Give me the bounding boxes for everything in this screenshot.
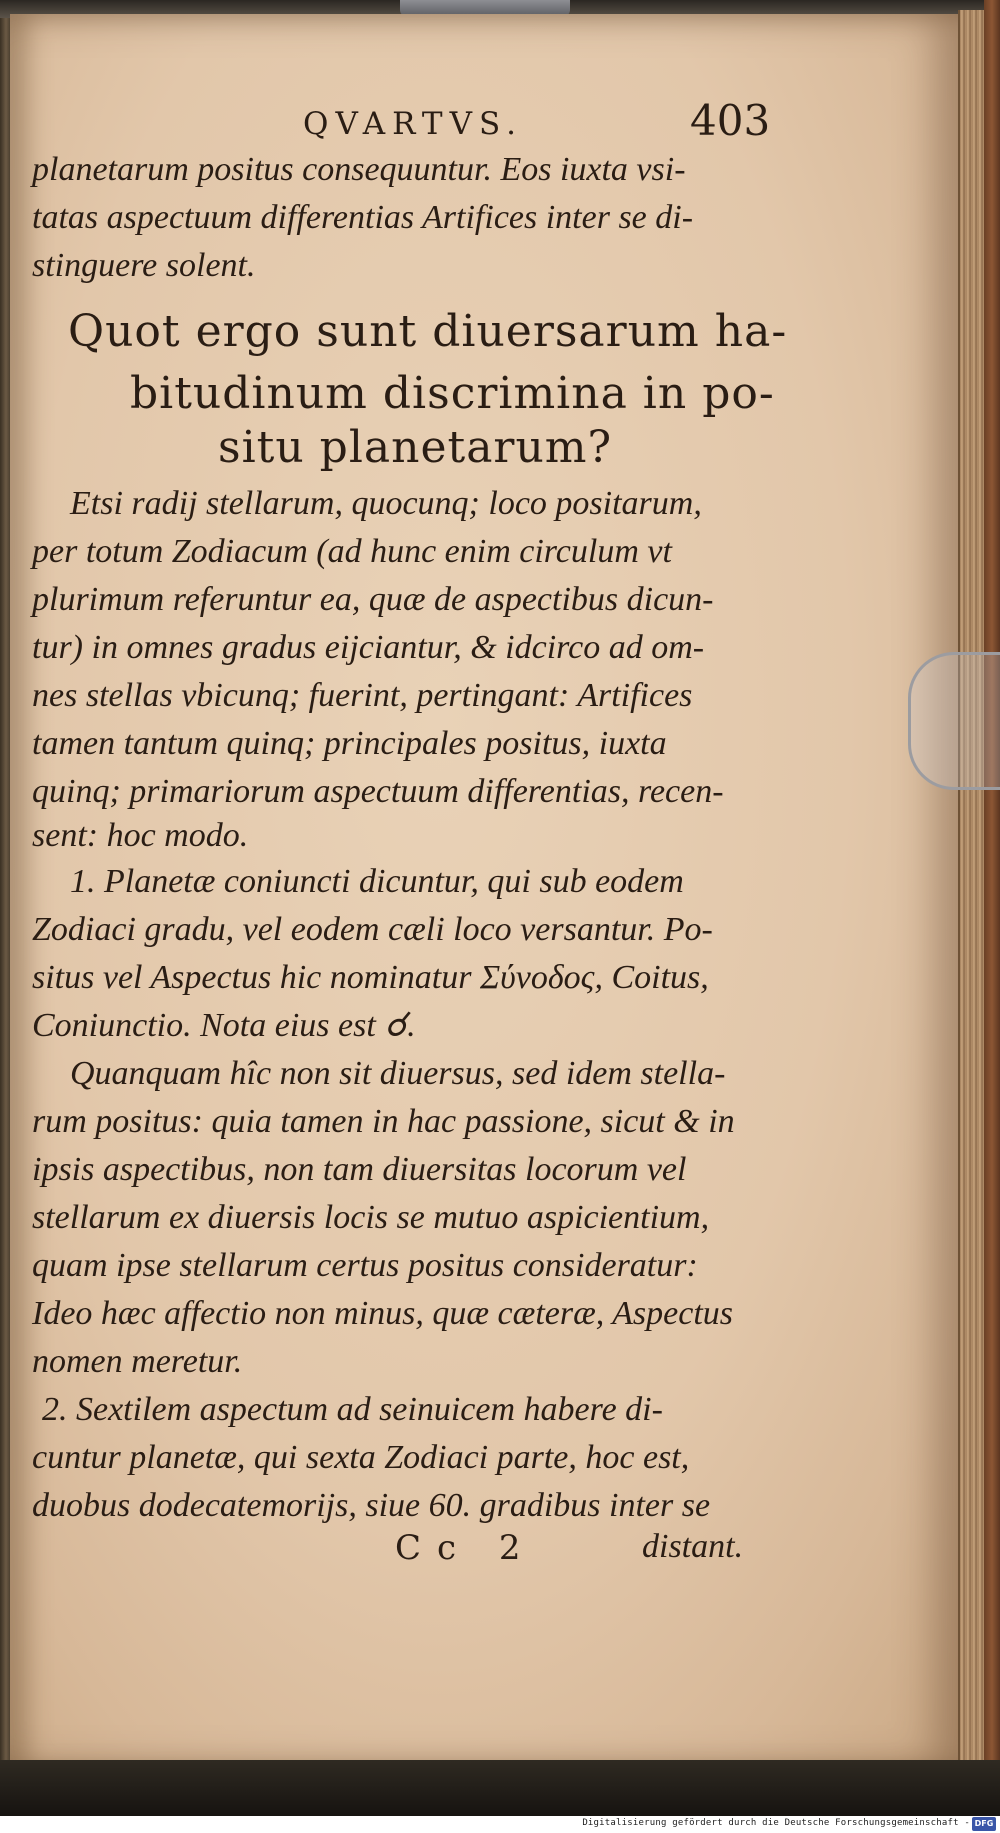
text-line: situs vel Aspectus hic nominatur Σύνοδος, Coitus, (32, 959, 709, 996)
running-head: QVARTVS. (303, 106, 523, 142)
text-line: planetarum positus consequuntur. Eos iuxta vsi- (32, 151, 686, 188)
bottom-scan-border (0, 1760, 1000, 1816)
text-line: quinq; primariorum aspectuum differentias, recen- (32, 773, 724, 810)
text-line: 2. Sextilem aspectum ad seinuicem habere di- (42, 1391, 663, 1428)
text-line: Coniunctio. Nota eius est ☌. (32, 1007, 416, 1044)
text-line: Zodiaci gradu, vel eodem cæli loco versantur. Po- (32, 911, 713, 948)
text-line: per totum Zodiacum (ad hunc enim circulum vt (32, 533, 672, 570)
side-clamp (908, 652, 1000, 790)
text-line: Quanquam hîc non sit diuersus, sed idem stella- (70, 1055, 726, 1092)
text-line: ipsis aspectibus, non tam diuersitas locorum vel (32, 1151, 687, 1188)
text-line: 1. Planetæ coniuncti dicuntur, qui sub eodem (70, 863, 684, 900)
text-line: Etsi radij stellarum, quocunq; loco positarum, (70, 485, 702, 522)
text-line: tatas aspectuum differentias Artifices inter se di- (32, 199, 694, 236)
text-line: duobus dodecatemorijs, siue 60. gradibus inter se (32, 1487, 711, 1524)
text-line: tamen tantum quinq; principales positus, iuxta (32, 725, 667, 762)
signature-mark: Cc 2 (395, 1528, 537, 1568)
text-line: nomen meretur. (32, 1343, 243, 1380)
text-line: nes stellas vbicunq; fuerint, pertingant: Artifices (32, 677, 693, 714)
question-heading-line: bitudinum discrimina in po- (130, 368, 775, 419)
text-line: quam ipse stellarum certus positus consideratur: (32, 1247, 698, 1284)
text-line: sent: hoc modo. (32, 817, 249, 854)
text-line: cuntur planetæ, qui sexta Zodiaci parte, hoc est, (32, 1439, 690, 1476)
footer-credit: Digitalisierung gefördert durch die Deutsche Forschungsgemeinschaft - (582, 1818, 970, 1828)
folio-number: 403 (690, 96, 771, 145)
text-line: plurimum referuntur ea, quæ de aspectibus dicun- (32, 581, 714, 618)
question-heading-line: Quot ergo sunt diuersarum ha- (68, 306, 788, 357)
footer-bar (0, 1816, 1000, 1833)
text-line: stellarum ex diuersis locis se mutuo aspicientium, (32, 1199, 710, 1236)
text-line: rum positus: quia tamen in hac passione, sicut & in (32, 1103, 735, 1140)
book-cover-edge (984, 0, 1000, 1775)
question-heading-line: situ planetarum? (218, 422, 613, 473)
text-line: stinguere solent. (32, 247, 256, 284)
dfg-logo: DFG (972, 1817, 996, 1831)
text-line: Ideo hæc affectio non minus, quæ cæteræ, Aspectus (32, 1295, 734, 1332)
text-line: tur) in omnes gradus eijciantur, & idcirco ad om- (32, 629, 705, 666)
catchword: distant. (642, 1528, 744, 1565)
